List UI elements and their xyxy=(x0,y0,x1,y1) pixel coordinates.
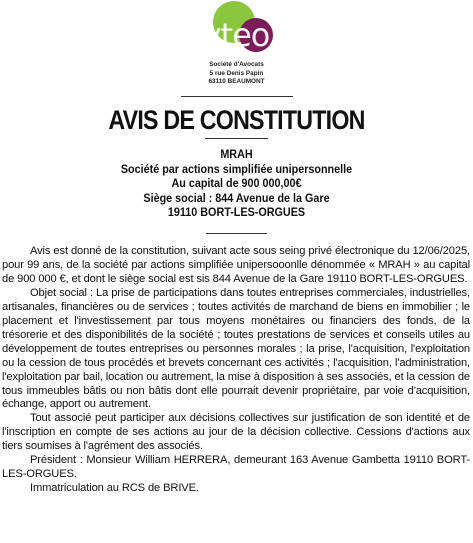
notice-body xyxy=(2,245,470,496)
title-divider xyxy=(205,138,268,139)
company-name: MRAH xyxy=(220,148,253,161)
paragraph-constitution: Avis est donné de la constitution, suivant acte sous seing privé électronique du 12/06/2025, pour 99 ans, de la société par actions simplifiée unipersooonlle dénommée « MRAH » au capital de 900 000 €, et dont le siège social est sis 844 Avenue de la Gare 19110 BORT-LES-ORGUES. xyxy=(2,245,470,285)
company-header xyxy=(0,148,473,221)
company-capital: Au capital de 900 000,00€ xyxy=(171,177,302,191)
paragraph-president: Président : Monsieur William HERRERA, demeurant 163 Avenue Gambetta 19110 BORT-LES-ORGUES. xyxy=(2,454,470,481)
paragraph-rcs: Immatriculation au RCS de BRIVE. xyxy=(30,482,199,495)
firm-name: Société d'Avocats xyxy=(209,61,264,68)
company-city: 19110 BORT-LES-ORGUES xyxy=(167,206,306,220)
header-divider xyxy=(206,233,267,234)
company-form: Société par actions simplifiée unipersonnelle xyxy=(120,162,353,176)
law-firm-address xyxy=(150,61,323,87)
firm-street: 5 rue Denis Papin xyxy=(209,69,264,77)
paragraph-associes: Tout associé peut participer aux décisions collectives sur justification de son identité et de l'inscription en compte de ses actions au jour de la décision collective. Cessions d'actions aux tiers soumises à l'agrément des associés. xyxy=(2,412,470,453)
firm-divider xyxy=(181,96,293,97)
logo-wordmark: yteo xyxy=(202,16,270,54)
notice-title: AVIS DE CONSTITUTION xyxy=(108,105,365,135)
yteo-logo xyxy=(192,0,282,58)
firm-city: 63110 BEAUMONT xyxy=(208,78,265,86)
paragraph-objet-social: Objet social : La prise de participations dans toutes entreprises commerciales, industrielles, artisanales, financières ou de services ; toutes activités de marchand de biens en immobilier ; le placement et l'investissement par tous moyens monétaires ou financiers des fonds, de la trésorerie et des disponibilités de la société ; toutes prestations de services et conseils utiles au développement de toutes entreprises ou personnes morales ; la prise, l'acquisition, l'exploitation ou la cession de tous procédés et brevets concernant ces activités ; l'acquisition, l'administration, l'exploitation par bail, location ou autrement, la mise à disposition à ses associés, et la cession de tous immeubles bâtis ou non bâtis dont elle pourrait devenir propriétaire, par voie d'acquisition, échange, apport ou autrement. xyxy=(2,286,470,411)
company-siege: Siège social : 844 Avenue de la Gare xyxy=(143,191,330,205)
